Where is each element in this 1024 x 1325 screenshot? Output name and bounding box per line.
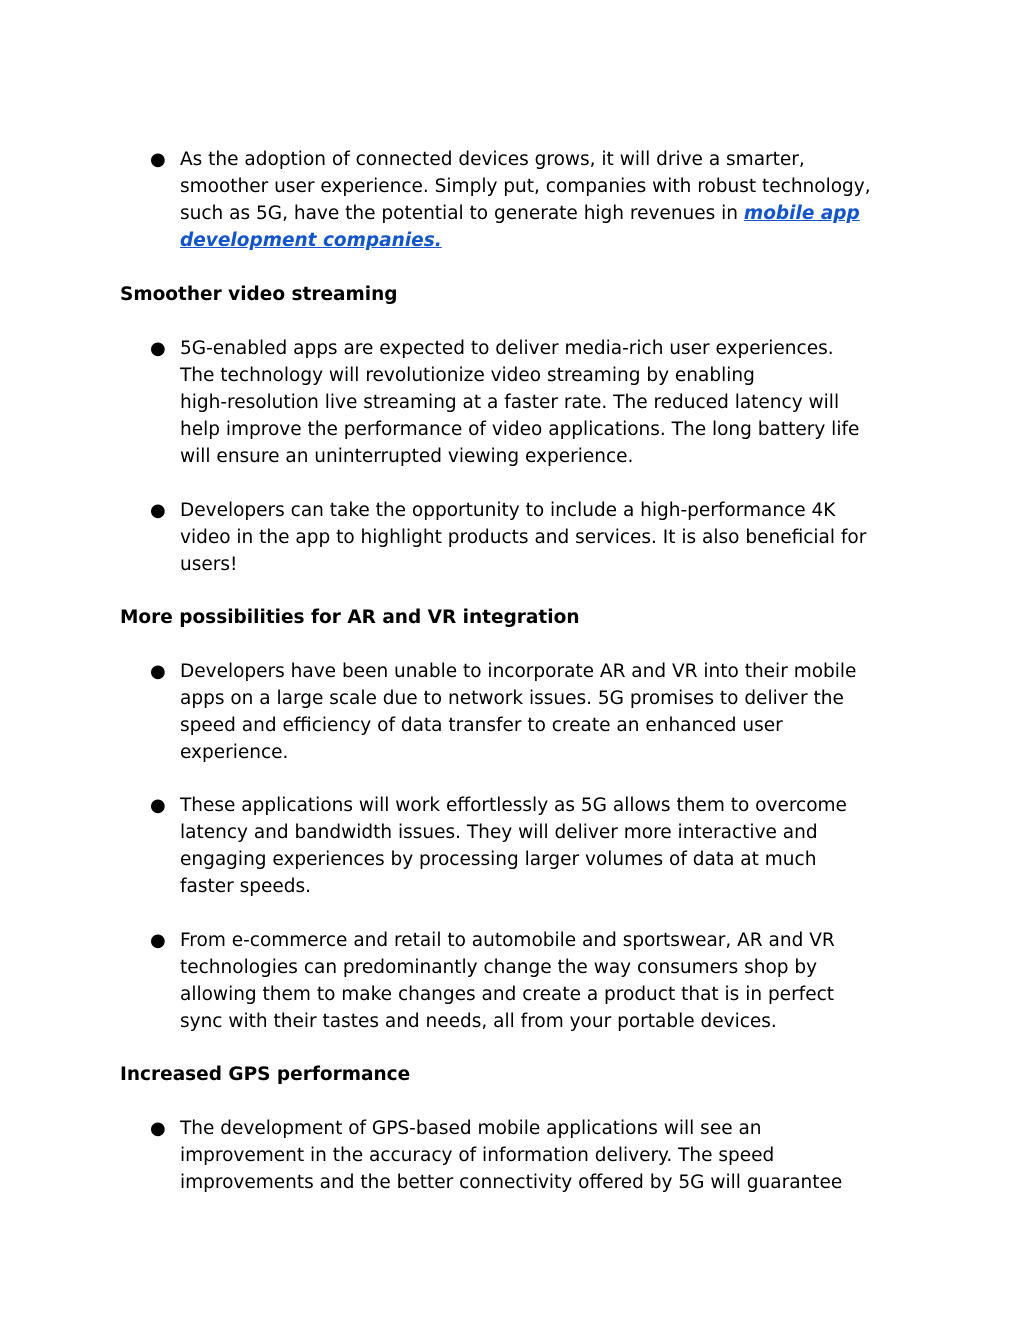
bullet-icon: ● (150, 338, 166, 359)
bullet-line: engaging experiences by processing larger volumes of data at much (180, 849, 817, 870)
bullet-icon: ● (150, 500, 166, 521)
mobile-app-development-link-continued[interactable]: development companies. (180, 230, 442, 251)
bullet-icon: ● (150, 930, 166, 951)
bullet-line: From e-commerce and retail to automobile and sportswear, AR and VR (180, 930, 835, 951)
bullet-line: improvements and the better connectivity offered by 5G will guarantee (180, 1172, 843, 1193)
bullet-line: Developers can take the opportunity to include a high-performance 4K (180, 500, 836, 521)
bullet-line (180, 227, 442, 254)
bullet-line: As the adoption of connected devices grows, it will drive a smarter, (180, 149, 805, 170)
bullet-line: improvement in the accuracy of information delivery. The speed (180, 1145, 775, 1166)
bullet-icon: ● (150, 795, 166, 816)
section-heading-video-streaming: Smoother video streaming (120, 284, 398, 305)
bullet-line: The development of GPS-based mobile applications will see an (180, 1118, 762, 1139)
bullet-line: video in the app to highlight products and services. It is also beneficial for (180, 527, 867, 548)
bullet-line: allowing them to make changes and create a product that is in perfect (180, 984, 834, 1005)
bullet-line: apps on a large scale due to network issues. 5G promises to deliver the (180, 688, 844, 709)
bullet-line: latency and bandwidth issues. They will deliver more interactive and (180, 822, 818, 843)
bullet-line: help improve the performance of video applications. The long battery life (180, 419, 860, 440)
bullet-line: will ensure an uninterrupted viewing experience. (180, 446, 634, 467)
section-heading-ar-vr: More possibilities for AR and VR integration (120, 607, 580, 628)
bullet-line-text: such as 5G, have the potential to generate high revenues in (180, 203, 744, 224)
bullet-line: 5G-enabled apps are expected to deliver media-rich user experiences. (180, 338, 834, 359)
bullet-line: high-resolution live streaming at a faster rate. The reduced latency will (180, 392, 840, 413)
bullet-line: Developers have been unable to incorporate AR and VR into their mobile (180, 661, 857, 682)
mobile-app-development-link[interactable]: mobile app (743, 203, 860, 224)
bullet-icon: ● (150, 661, 166, 682)
bullet-line: These applications will work effortlessly as 5G allows them to overcome (180, 795, 847, 816)
bullet-line: smoother user experience. Simply put, companies with robust technology, (180, 176, 871, 197)
bullet-line: The technology will revolutionize video streaming by enabling (180, 365, 755, 386)
bullet-line: sync with their tastes and needs, all from your portable devices. (180, 1011, 777, 1032)
bullet-line (180, 200, 860, 227)
bullet-icon: ● (150, 149, 166, 170)
section-heading-gps: Increased GPS performance (120, 1064, 411, 1085)
bullet-line: technologies can predominantly change the way consumers shop by (180, 957, 818, 978)
bullet-line: speed and efficiency of data transfer to create an enhanced user (180, 715, 783, 736)
bullet-line: faster speeds. (180, 876, 312, 897)
bullet-line: users! (180, 554, 238, 575)
bullet-line: experience. (180, 742, 289, 763)
bullet-icon: ● (150, 1118, 166, 1139)
